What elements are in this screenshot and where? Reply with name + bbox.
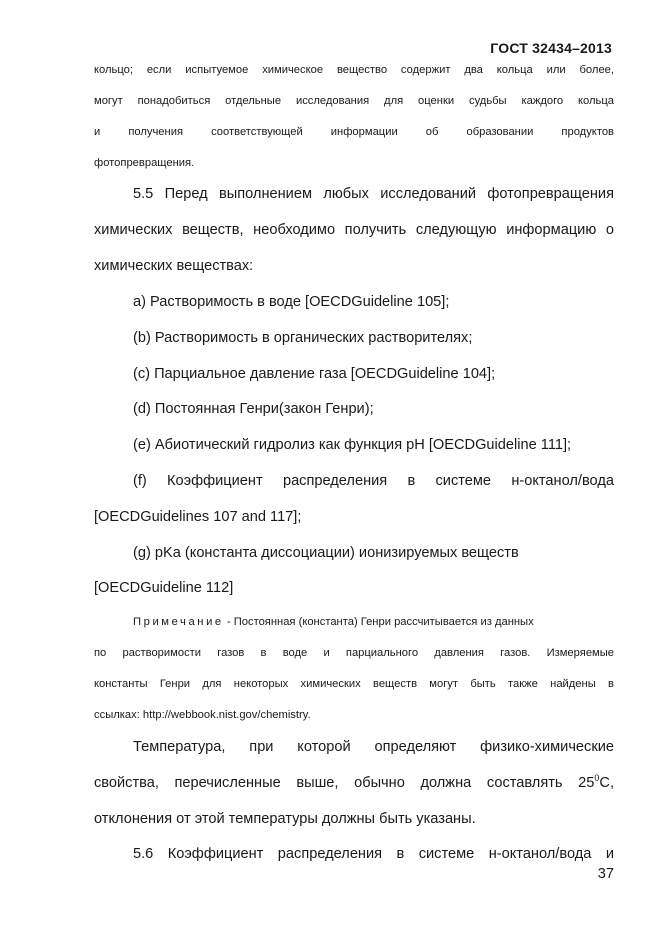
note-line-1-text: - Постоянная (константа) Генри рассчитывается из данных xyxy=(223,616,534,628)
intro-line-1: кольцо; если испытуемое химическое вещество содержит два кольца или более, xyxy=(94,64,614,76)
note-label: Примечание xyxy=(133,616,224,628)
note-line-3: константы Генри для некоторых химических веществ могут быть также найдены в xyxy=(94,678,614,690)
temperature-unit: С, xyxy=(599,775,614,791)
intro-line-2: могут понадобиться отдельные исследования для оценки судьбы каждого кольца xyxy=(94,95,614,107)
intro-line-4: фотопревращения. xyxy=(94,157,195,169)
list-item-g-line-1: (g) pKa (константа диссоциации) ионизируемых веществ xyxy=(133,545,519,561)
temperature-line-2 xyxy=(94,775,614,791)
degree-superscript: 0 xyxy=(594,773,600,783)
temperature-line-1: Температура, при которой определяют физико-химические xyxy=(133,739,614,755)
section-5-5-line-2: химических веществ, необходимо получить следующую информацию о xyxy=(94,222,614,238)
list-item-c: (с) Парциальное давление газа [OECDGuideline 104]; xyxy=(133,366,496,382)
list-item-f-line-2: [OECDGuidelines 107 and 117]; xyxy=(94,509,302,525)
note-line-1 xyxy=(133,616,614,628)
list-item-e: (e) Абиотический гидролиз как функция pH [OECDGuideline 111]; xyxy=(133,437,572,453)
document-id: ГОСТ 32434–2013 xyxy=(490,40,612,56)
temperature-line-3: отклонения от этой температуры должны быть указаны. xyxy=(94,811,476,827)
note-line-2: по растворимости газов в воде и парциального давления газов. Измеряемые xyxy=(94,647,614,659)
note-line-4: ссылках: http://webbook.nist.gov/chemistry. xyxy=(94,709,311,721)
intro-line-3: и получения соответствующей информации об образовании продуктов xyxy=(94,126,614,138)
list-item-d: (d) Постоянная Генри(закон Генри); xyxy=(133,401,374,417)
list-item-g-line-2: [OECDGuideline 112] xyxy=(94,580,234,596)
section-5-6-line-1: 5.6 Коэффициент распределения в системе н-октанол/вода и xyxy=(133,846,614,862)
page-number: 37 xyxy=(597,866,614,882)
list-item-f-line-1: (f) Коэффициент распределения в системе н-октанол/вода xyxy=(133,473,614,489)
list-item-a: а) Растворимость в воде [OECDGuideline 105]; xyxy=(133,294,450,310)
section-5-5-line-1: 5.5 Перед выполнением любых исследований фотопревращения xyxy=(133,186,614,202)
temperature-line-2-text: свойства, перечисленные выше, обычно должна составлять 25 xyxy=(94,775,595,791)
list-item-b: (b) Растворимость в органических растворителях; xyxy=(133,330,473,346)
section-5-5-line-3: химических веществах: xyxy=(94,258,254,274)
